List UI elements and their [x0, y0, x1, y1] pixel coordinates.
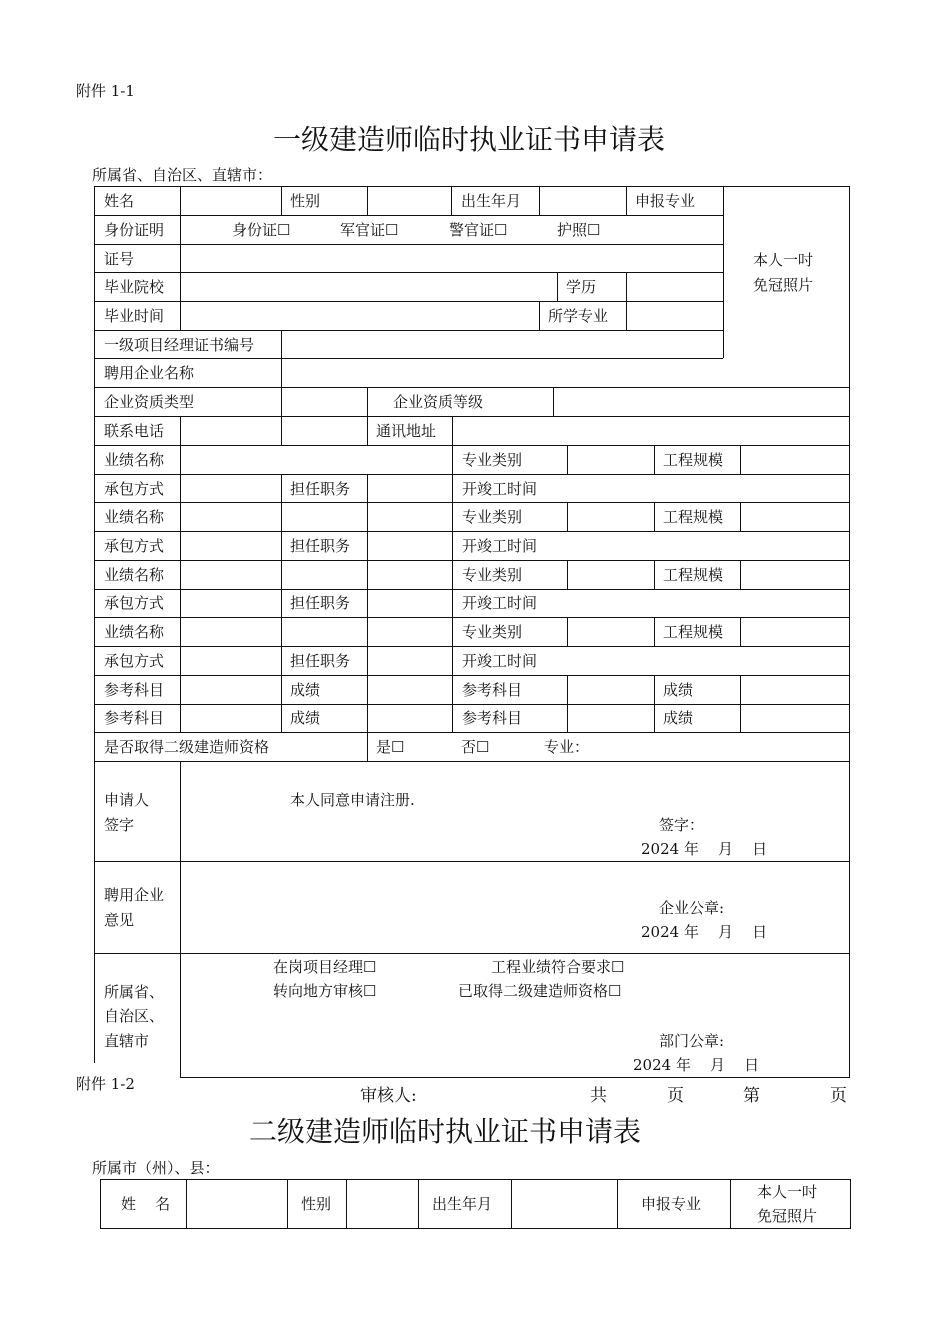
label-phone: 联系电话: [104, 422, 165, 440]
label-province-line2: 自治区、: [104, 1007, 165, 1025]
checkbox-id-card[interactable]: 身份证☐: [232, 221, 291, 239]
date-employer: 2024 年 月 日: [641, 923, 768, 941]
label-score: 成绩: [663, 709, 694, 727]
label-contract-mode: 承包方式: [104, 480, 165, 498]
label-name-2: 姓 名: [121, 1195, 171, 1213]
label-contract-mode: 承包方式: [104, 652, 165, 670]
label-work-time: 开竣工时间: [462, 652, 538, 670]
label-work-time: 开竣工时间: [462, 537, 538, 555]
label-school: 毕业院校: [104, 278, 165, 296]
attachment-label-2: 附件 1-2: [76, 1075, 135, 1093]
label-major-apply-2: 申报专业: [641, 1195, 702, 1213]
label-id-proof: 身份证明: [104, 221, 165, 239]
label-applicant-line2: 签字: [104, 816, 135, 834]
form-title: 一级建造师临时执业证书申请表: [273, 123, 666, 156]
checkbox-on-post-pm[interactable]: 在岗项目经理☐: [273, 958, 377, 976]
photo-box-line1: 本人一吋: [753, 251, 814, 269]
label-name: 姓名: [104, 192, 135, 210]
label-major-cat: 专业类别: [462, 508, 523, 526]
photo-box-2-line1: 本人一吋: [757, 1183, 818, 1201]
label-exam-subject: 参考科目: [462, 681, 523, 699]
label-birth: 出生年月: [461, 192, 522, 210]
label-work-time: 开竣工时间: [462, 594, 538, 612]
label-dept-seal: 部门公章:: [659, 1032, 725, 1050]
label-perf-name: 业绩名称: [104, 451, 165, 469]
page-total-label: 共: [590, 1086, 607, 1106]
label-position: 担任职务: [290, 594, 351, 612]
label-proj-scale: 工程规模: [663, 451, 724, 469]
label-major-cat: 专业类别: [462, 566, 523, 584]
label-proj-scale: 工程规模: [663, 566, 724, 584]
label-employer-opinion-line1: 聘用企业: [104, 886, 165, 904]
label-province-line3: 直辖市: [104, 1032, 150, 1050]
consent-text: 本人同意申请注册.: [290, 791, 415, 809]
label-perf-name: 业绩名称: [104, 623, 165, 641]
label-address: 通讯地址: [376, 422, 437, 440]
form-title-2: 二级建造师临时执业证书申请表: [249, 1115, 642, 1148]
checkbox-no[interactable]: 否☐: [461, 738, 490, 756]
page-unit-label: 页: [830, 1086, 847, 1106]
label-contract-mode: 承包方式: [104, 594, 165, 612]
page-unit-label: 页: [667, 1086, 684, 1106]
checkbox-has-level2[interactable]: 已取得二级建造师资格☐: [458, 982, 622, 1000]
label-perf-name: 业绩名称: [104, 566, 165, 584]
label-position: 担任职务: [290, 652, 351, 670]
checkbox-local-review[interactable]: 转向地方审核☐: [273, 982, 377, 1000]
label-perf-name: 业绩名称: [104, 508, 165, 526]
label-position: 担任职务: [290, 537, 351, 555]
label-specialty: 专业：: [544, 738, 590, 756]
label-employer: 聘用企业名称: [104, 364, 195, 382]
label-score: 成绩: [290, 681, 321, 699]
label-work-time: 开竣工时间: [462, 480, 538, 498]
label-company-seal: 企业公章:: [659, 899, 725, 917]
checkbox-performance-ok[interactable]: 工程业绩符合要求☐: [491, 958, 625, 976]
label-education: 学历: [566, 278, 597, 296]
photo-box-2-line2: 免冠照片: [757, 1207, 818, 1225]
label-gender: 性别: [290, 192, 321, 210]
photo-box-line2: 免冠照片: [753, 276, 814, 294]
label-major-cat: 专业类别: [462, 623, 523, 641]
date-province: 2024 年 月 日: [633, 1056, 760, 1074]
label-pm-cert-no: 一级项目经理证书编号: [104, 336, 255, 354]
label-sign: 签字：: [659, 816, 705, 834]
label-employer-opinion-line2: 意见: [104, 911, 135, 929]
label-proj-scale: 工程规模: [663, 623, 724, 641]
label-id-number: 证号: [104, 250, 135, 268]
label-grad-time: 毕业时间: [104, 307, 165, 325]
label-qual-level: 企业资质等级: [393, 393, 484, 411]
label-province-line1: 所属省、: [104, 983, 165, 1001]
region-label: 所属省、自治区、直辖市：: [92, 166, 273, 184]
attachment-label: 附件 1-1: [76, 82, 135, 100]
label-applicant-line1: 申请人: [104, 791, 150, 809]
label-studied-major: 所学专业: [548, 307, 609, 325]
label-qual-type: 企业资质类型: [104, 393, 195, 411]
region-label-2: 所属市（州）、县：: [92, 1159, 220, 1177]
page-nth-label: 第: [743, 1086, 760, 1106]
label-exam-subject: 参考科目: [104, 709, 165, 727]
label-score: 成绩: [290, 709, 321, 727]
label-birth-2: 出生年月: [432, 1195, 493, 1213]
label-position: 担任职务: [290, 480, 351, 498]
reviewer-label: 审核人:: [360, 1086, 417, 1106]
label-exam-subject: 参考科目: [462, 709, 523, 727]
label-major-cat: 专业类别: [462, 451, 523, 469]
label-major-apply: 申报专业: [635, 192, 696, 210]
label-exam-subject: 参考科目: [104, 681, 165, 699]
label-proj-scale: 工程规模: [663, 508, 724, 526]
checkbox-police-card[interactable]: 警官证☐: [449, 221, 508, 239]
label-level2-question: 是否取得二级建造师资格: [104, 738, 270, 756]
checkbox-passport[interactable]: 护照☐: [557, 221, 601, 239]
label-gender-2: 性别: [301, 1195, 332, 1213]
label-score: 成绩: [663, 681, 694, 699]
checkbox-officer-card[interactable]: 军官证☐: [340, 221, 399, 239]
checkbox-yes[interactable]: 是☐: [376, 738, 405, 756]
date-applicant: 2024 年 月 日: [641, 840, 768, 858]
label-contract-mode: 承包方式: [104, 537, 165, 555]
